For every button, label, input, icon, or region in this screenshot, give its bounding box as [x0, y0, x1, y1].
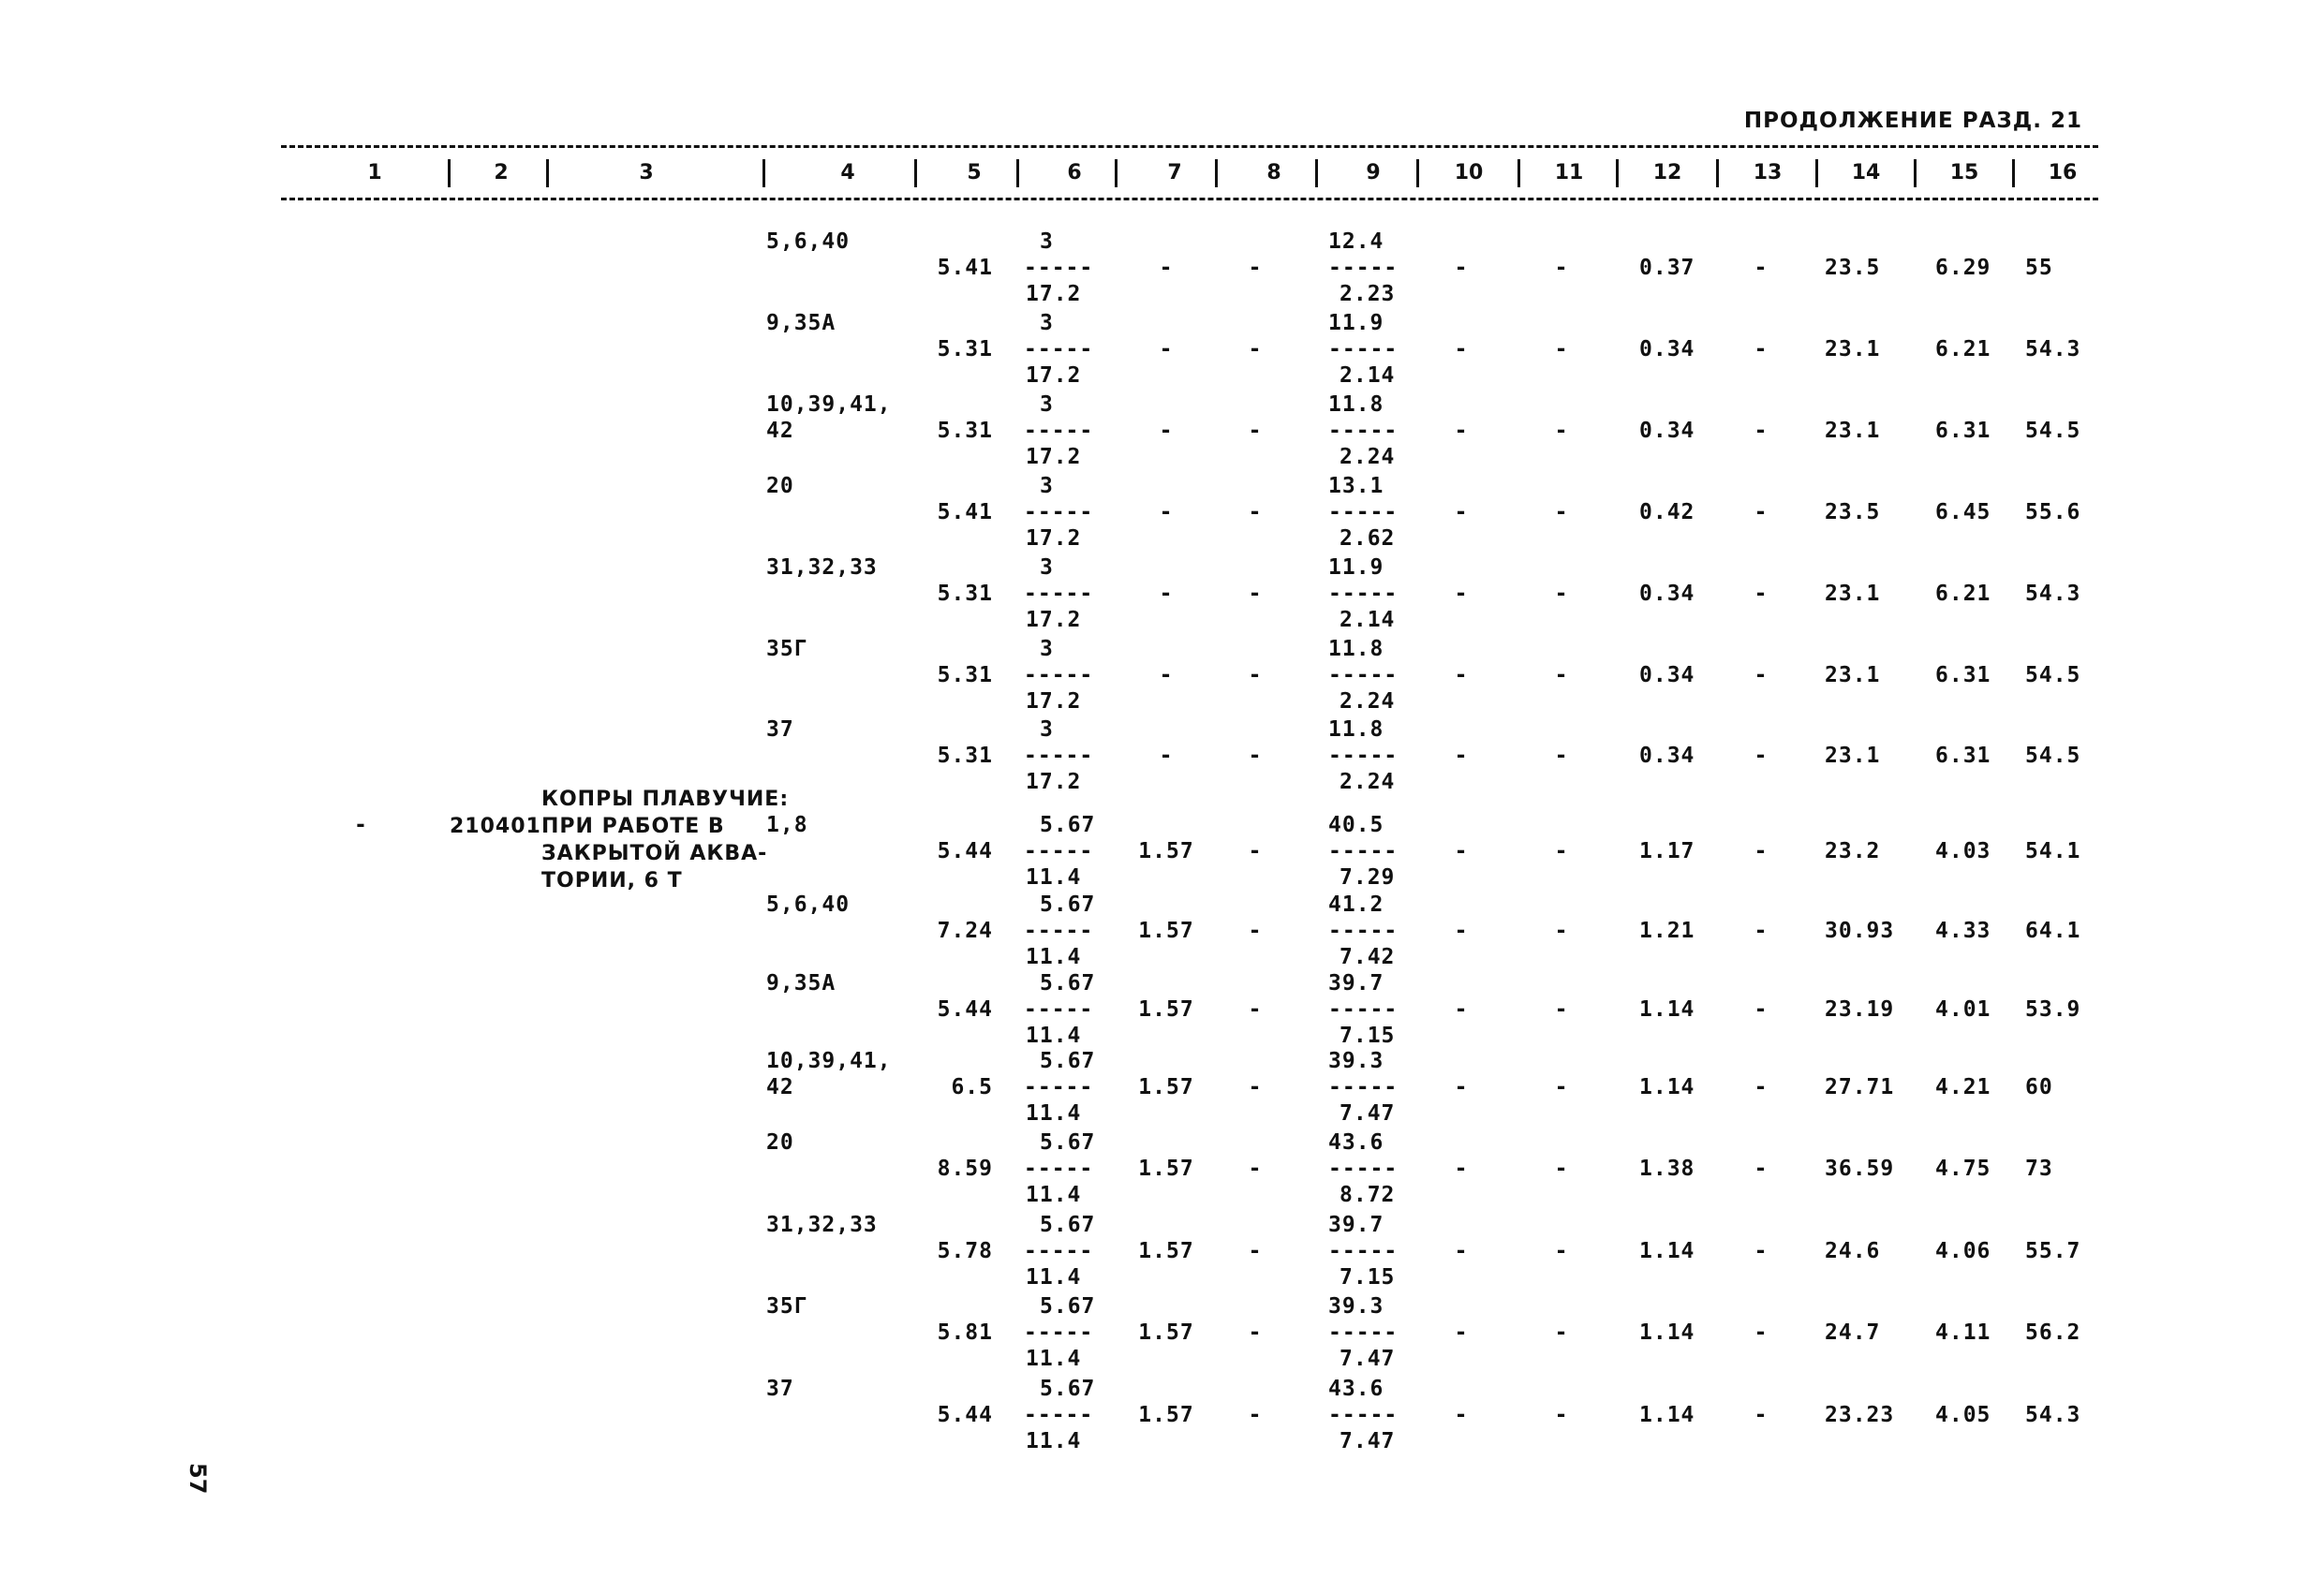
column-header-13: 13	[1753, 161, 1783, 184]
cell-col6-denominator: 11.4	[1026, 1347, 1082, 1371]
cell-col7: -	[1159, 500, 1174, 524]
cell-col13: -	[1754, 582, 1769, 606]
cell-col7: -	[1159, 337, 1174, 361]
cell-col9-denominator: 2.24	[1340, 770, 1396, 794]
desc-line: КОПРЫ ПЛАВУЧИЕ:	[541, 788, 790, 811]
column-separator	[2012, 159, 2015, 187]
cell-col13: -	[1754, 1320, 1769, 1345]
cell-col4: 20	[766, 1130, 794, 1155]
cell-col14: 23.23	[1825, 1403, 1895, 1427]
cell-col5: 6.5	[951, 1075, 993, 1099]
cell-col14: 23.5	[1825, 256, 1881, 280]
cell-col12: 1.14	[1639, 1320, 1695, 1345]
cell-col14: 24.7	[1825, 1320, 1881, 1345]
cell-col11: -	[1554, 919, 1569, 943]
header-bottom-rule	[281, 198, 2098, 200]
fraction-bar: -----	[1328, 997, 1399, 1022]
cell-col7: -	[1159, 663, 1174, 687]
cell-col10: -	[1454, 663, 1469, 687]
column-separator	[1815, 159, 1818, 187]
cell-col12: 1.14	[1639, 997, 1695, 1022]
cell-col9-numerator: 11.9	[1328, 311, 1384, 335]
cell-col6-denominator: 17.2	[1026, 282, 1082, 306]
cell-col13: -	[1754, 1075, 1769, 1099]
page-number: 57	[185, 1463, 211, 1495]
cell-col15: 4.33	[1935, 919, 1991, 943]
cell-col9-numerator: 39.7	[1328, 971, 1384, 996]
cell-col9-numerator: 11.8	[1328, 637, 1384, 661]
cell-col13: -	[1754, 256, 1769, 280]
column-separator	[1716, 159, 1719, 187]
cell-col8: -	[1248, 419, 1263, 443]
cell-col11: -	[1554, 1239, 1569, 1263]
cell-col5: 5.31	[937, 582, 993, 606]
cell-col9-numerator: 39.3	[1328, 1049, 1384, 1073]
column-separator	[1115, 159, 1118, 187]
column-separator	[1517, 159, 1520, 187]
cell-col11: -	[1554, 839, 1569, 863]
cell-col6-denominator: 11.4	[1026, 1024, 1082, 1048]
fraction-bar: -----	[1328, 1239, 1399, 1263]
cell-col12: 0.37	[1639, 256, 1695, 280]
cell-col8: -	[1248, 744, 1263, 768]
cell-col16: 54.3	[2025, 1403, 2081, 1427]
cell-col4: 31,32,33	[766, 555, 878, 580]
cell-col8: -	[1248, 919, 1263, 943]
column-separator	[1416, 159, 1419, 187]
cell-col9-denominator: 7.29	[1340, 865, 1396, 890]
section-heading: ПРОДОЛЖЕНИЕ РАЗД. 21	[1743, 109, 2082, 133]
cell-col8: -	[1248, 997, 1263, 1022]
cell-col6-numerator: 5.67	[1040, 1049, 1096, 1073]
cell-col9-numerator: 39.7	[1328, 1213, 1384, 1237]
fraction-bar: -----	[1024, 997, 1094, 1022]
cell-col5: 5.81	[937, 1320, 993, 1345]
column-header-15: 15	[1949, 161, 1979, 184]
fraction-bar: -----	[1024, 419, 1094, 443]
cell-col6-numerator: 3	[1040, 717, 1054, 742]
cell-col6-numerator: 5.67	[1040, 813, 1096, 837]
cell-col16: 55.6	[2025, 500, 2081, 524]
cell-col9-denominator: 2.14	[1340, 608, 1396, 632]
cell-col10: -	[1454, 919, 1469, 943]
cell-col4: 9,35A	[766, 971, 836, 996]
cell-col9-numerator: 40.5	[1328, 813, 1384, 837]
cell-col15: 4.21	[1935, 1075, 1991, 1099]
cell-col12: 0.34	[1639, 337, 1695, 361]
cell-col9-denominator: 7.15	[1340, 1024, 1396, 1048]
cell-col5: 5.44	[937, 997, 993, 1022]
column-separator	[546, 159, 549, 187]
cell-col14: 23.5	[1825, 500, 1881, 524]
cell-col11: -	[1554, 663, 1569, 687]
cell-col10: -	[1454, 1075, 1469, 1099]
fraction-bar: -----	[1024, 1320, 1094, 1345]
cell-col15: 4.11	[1935, 1320, 1991, 1345]
column-header-5: 5	[967, 161, 982, 184]
cell-col9-denominator: 2.62	[1340, 526, 1396, 551]
cell-col10: -	[1454, 839, 1469, 863]
cell-col9-denominator: 7.42	[1340, 945, 1396, 969]
column-header-1: 1	[367, 161, 382, 184]
cell-col14: 23.1	[1825, 419, 1881, 443]
cell-col5: 8.59	[937, 1157, 993, 1181]
cell-col6-denominator: 11.4	[1026, 945, 1082, 969]
cell-col13: -	[1754, 744, 1769, 768]
desc-line: ЗАКРЫТОЙ АКВА-	[541, 842, 768, 865]
cell-col11: -	[1554, 500, 1569, 524]
fraction-bar: -----	[1328, 1320, 1399, 1345]
cell-col5: 5.31	[937, 337, 993, 361]
cell-col6-denominator: 17.2	[1026, 689, 1082, 714]
cell-col7: -	[1159, 582, 1174, 606]
cell-col7: 1.57	[1138, 839, 1194, 863]
column-header-6: 6	[1067, 161, 1082, 184]
cell-col5: 5.44	[937, 839, 993, 863]
cell-col13: -	[1754, 419, 1769, 443]
column-separator	[1315, 159, 1318, 187]
fraction-bar: -----	[1024, 582, 1094, 606]
cell-col9-denominator: 7.15	[1340, 1265, 1396, 1290]
cell-col15: 4.75	[1935, 1157, 1991, 1181]
cell-col15: 6.21	[1935, 582, 1991, 606]
cell-col15: 4.06	[1935, 1239, 1991, 1263]
column-separator	[1215, 159, 1218, 187]
cell-col9-numerator: 11.9	[1328, 555, 1384, 580]
cell-col6-numerator: 5.67	[1040, 1130, 1096, 1155]
cell-col8: -	[1248, 582, 1263, 606]
fraction-bar: -----	[1024, 500, 1094, 524]
cell-col6-denominator: 11.4	[1026, 1429, 1082, 1453]
fraction-bar: -----	[1328, 919, 1399, 943]
fraction-bar: -----	[1328, 419, 1399, 443]
cell-col8: -	[1248, 337, 1263, 361]
cell-col8: -	[1248, 1075, 1263, 1099]
cell-col12: 1.21	[1639, 919, 1695, 943]
cell-col7: 1.57	[1138, 1403, 1194, 1427]
cell-col7: 1.57	[1138, 919, 1194, 943]
fraction-bar: -----	[1024, 1239, 1094, 1263]
column-separator	[448, 159, 451, 187]
column-header-2: 2	[494, 161, 509, 184]
column-separator	[1016, 159, 1019, 187]
cell-col12: 1.14	[1639, 1239, 1695, 1263]
cell-col12: 0.34	[1639, 744, 1695, 768]
cell-col6-numerator: 3	[1040, 311, 1054, 335]
fraction-bar: -----	[1024, 1075, 1094, 1099]
cell-col6-denominator: 17.2	[1026, 445, 1082, 469]
top-rule	[281, 145, 2098, 148]
cell-col9-denominator: 2.23	[1340, 282, 1396, 306]
cell-col9-denominator: 8.72	[1340, 1183, 1396, 1207]
cell-col13: -	[1754, 919, 1769, 943]
cell-col8: -	[1248, 1239, 1263, 1263]
cell-col14: 27.71	[1825, 1075, 1895, 1099]
cell-col12: 0.34	[1639, 663, 1695, 687]
column-header-10: 10	[1454, 161, 1484, 184]
cell-col9-numerator: 13.1	[1328, 474, 1384, 498]
cell-col16: 56.2	[2025, 1320, 2081, 1345]
cell-col16: 54.5	[2025, 419, 2081, 443]
cell-col10: -	[1454, 1239, 1469, 1263]
cell-col7: -	[1159, 744, 1174, 768]
cell-col8: -	[1248, 500, 1263, 524]
cell-col6-denominator: 11.4	[1026, 1101, 1082, 1126]
cell-col15: 4.05	[1935, 1403, 1991, 1427]
cell-col6-numerator: 3	[1040, 474, 1054, 498]
fraction-bar: -----	[1024, 919, 1094, 943]
cell-col4: 31,32,33	[766, 1213, 878, 1237]
cell-col6-numerator: 5.67	[1040, 1377, 1096, 1401]
cell-col16: 54.1	[2025, 839, 2081, 863]
cell-col12: 1.17	[1639, 839, 1695, 863]
cell-col6-denominator: 17.2	[1026, 526, 1082, 551]
cell-col5: 5.44	[937, 1403, 993, 1427]
fraction-bar: -----	[1024, 663, 1094, 687]
column-header-9: 9	[1366, 161, 1381, 184]
column-separator	[1616, 159, 1619, 187]
cell-col6-denominator: 17.2	[1026, 770, 1082, 794]
cell-col12: 1.38	[1639, 1157, 1695, 1181]
cell-col8: -	[1248, 256, 1263, 280]
cell-col11: -	[1554, 337, 1569, 361]
cell-col14: 24.6	[1825, 1239, 1881, 1263]
fraction-bar: -----	[1024, 744, 1094, 768]
cell-col8: -	[1248, 839, 1263, 863]
column-separator	[762, 159, 765, 187]
column-header-14: 14	[1851, 161, 1881, 184]
cell-col10: -	[1454, 256, 1469, 280]
cell-col15: 4.03	[1935, 839, 1991, 863]
cell-col6-denominator: 11.4	[1026, 865, 1082, 890]
cell-col11: -	[1554, 997, 1569, 1022]
column-header-8: 8	[1266, 161, 1281, 184]
cell-col11: -	[1554, 256, 1569, 280]
fraction-bar: -----	[1328, 663, 1399, 687]
cell-col7: -	[1159, 256, 1174, 280]
cell-col9-numerator: 39.3	[1328, 1294, 1384, 1319]
cell-col7: 1.57	[1138, 1075, 1194, 1099]
cell-col8: -	[1248, 663, 1263, 687]
cell-col10: -	[1454, 337, 1469, 361]
cell-col6-numerator: 3	[1040, 555, 1054, 580]
cell-col4: 10,39,41,	[766, 392, 892, 417]
column-separator	[1914, 159, 1917, 187]
cell-col16: 54.5	[2025, 663, 2081, 687]
cell-col15: 6.45	[1935, 500, 1991, 524]
cell-col6-numerator: 5.67	[1040, 1294, 1096, 1319]
fraction-bar: -----	[1024, 1403, 1094, 1427]
cell-col4-cont: 42	[766, 1075, 794, 1099]
cell-col9-denominator: 7.47	[1340, 1101, 1396, 1126]
fraction-bar: -----	[1328, 744, 1399, 768]
cell-col11: -	[1554, 1075, 1569, 1099]
cell-col6-numerator: 5.67	[1040, 1213, 1096, 1237]
cell-col5: 5.78	[937, 1239, 993, 1263]
cell-col6-denominator: 11.4	[1026, 1183, 1082, 1207]
cell-col6-denominator: 17.2	[1026, 608, 1082, 632]
cell-col7: 1.57	[1138, 1157, 1194, 1181]
cell-col4: 20	[766, 474, 794, 498]
block2-col1: -	[354, 813, 368, 837]
cell-col4: 10,39,41,	[766, 1049, 892, 1073]
cell-col13: -	[1754, 1157, 1769, 1181]
column-header-7: 7	[1167, 161, 1182, 184]
cell-col9-numerator: 41.2	[1328, 892, 1384, 917]
cell-col16: 64.1	[2025, 919, 2081, 943]
cell-col6-denominator: 17.2	[1026, 363, 1082, 388]
fraction-bar: -----	[1024, 1157, 1094, 1181]
cell-col10: -	[1454, 1320, 1469, 1345]
cell-col6-numerator: 5.67	[1040, 892, 1096, 917]
cell-col15: 6.21	[1935, 337, 1991, 361]
cell-col13: -	[1754, 1239, 1769, 1263]
cell-col7: 1.57	[1138, 1239, 1194, 1263]
cell-col15: 6.31	[1935, 744, 1991, 768]
column-header-4: 4	[840, 161, 855, 184]
cell-col12: 0.42	[1639, 500, 1695, 524]
cell-col14: 36.59	[1825, 1157, 1895, 1181]
cell-col14: 30.93	[1825, 919, 1895, 943]
cell-col16: 54.3	[2025, 582, 2081, 606]
cell-col11: -	[1554, 1157, 1569, 1181]
cell-col11: -	[1554, 419, 1569, 443]
cell-col4: 35Г	[766, 637, 808, 661]
cell-col16: 55	[2025, 256, 2053, 280]
cell-col5: 5.31	[937, 744, 993, 768]
cell-col8: -	[1248, 1157, 1263, 1181]
column-header-16: 16	[2048, 161, 2078, 184]
cell-col9-denominator: 2.24	[1340, 445, 1396, 469]
desc-line: ТОРИИ, 6 Т	[541, 869, 683, 892]
cell-col16: 54.3	[2025, 337, 2081, 361]
cell-col7: 1.57	[1138, 997, 1194, 1022]
column-header-3: 3	[639, 161, 654, 184]
cell-col4: 9,35A	[766, 311, 836, 335]
cell-col8: -	[1248, 1320, 1263, 1345]
cell-col11: -	[1554, 744, 1569, 768]
fraction-bar: -----	[1024, 337, 1094, 361]
cell-col16: 54.5	[2025, 744, 2081, 768]
cell-col5: 7.24	[937, 919, 993, 943]
cell-col13: -	[1754, 663, 1769, 687]
cell-col16: 55.7	[2025, 1239, 2081, 1263]
cell-col5: 5.41	[937, 500, 993, 524]
cell-col4: 5,6,40	[766, 892, 851, 917]
cell-col13: -	[1754, 500, 1769, 524]
cell-col16: 53.9	[2025, 997, 2081, 1022]
fraction-bar: -----	[1328, 1075, 1399, 1099]
cell-col5: 5.41	[937, 256, 993, 280]
cell-col16: 73	[2025, 1157, 2053, 1181]
cell-col9-numerator: 43.6	[1328, 1377, 1384, 1401]
cell-col4: 5,6,40	[766, 229, 851, 254]
cell-col10: -	[1454, 1157, 1469, 1181]
column-header-11: 11	[1554, 161, 1584, 184]
column-header-12: 12	[1652, 161, 1682, 184]
cell-col9-numerator: 12.4	[1328, 229, 1384, 254]
cell-col14: 23.1	[1825, 337, 1881, 361]
cell-col11: -	[1554, 1320, 1569, 1345]
cell-col13: -	[1754, 337, 1769, 361]
cell-col7: -	[1159, 419, 1174, 443]
fraction-bar: -----	[1328, 1157, 1399, 1181]
cell-col13: -	[1754, 1403, 1769, 1427]
cell-col14: 23.2	[1825, 839, 1881, 863]
cell-col10: -	[1454, 582, 1469, 606]
cell-col12: 1.14	[1639, 1075, 1695, 1099]
fraction-bar: -----	[1024, 839, 1094, 863]
cell-col15: 6.29	[1935, 256, 1991, 280]
block2-code: 210401	[450, 815, 541, 838]
cell-col5: 5.31	[937, 663, 993, 687]
cell-col10: -	[1454, 419, 1469, 443]
cell-col13: -	[1754, 997, 1769, 1022]
cell-col4-cont: 42	[766, 419, 794, 443]
cell-col4: 37	[766, 717, 794, 742]
cell-col15: 6.31	[1935, 663, 1991, 687]
cell-col8: -	[1248, 1403, 1263, 1427]
cell-col6-numerator: 3	[1040, 392, 1054, 417]
cell-col10: -	[1454, 1403, 1469, 1427]
cell-col14: 23.19	[1825, 997, 1895, 1022]
desc-line: ПРИ РАБОТЕ В	[541, 815, 725, 838]
cell-col9-denominator: 2.14	[1340, 363, 1396, 388]
cell-col4: 37	[766, 1377, 794, 1401]
cell-col12: 0.34	[1639, 419, 1695, 443]
cell-col13: -	[1754, 839, 1769, 863]
fraction-bar: -----	[1328, 500, 1399, 524]
cell-col4: 35Г	[766, 1294, 808, 1319]
cell-col5: 5.31	[937, 419, 993, 443]
cell-col16: 60	[2025, 1075, 2053, 1099]
cell-col12: 1.14	[1639, 1403, 1695, 1427]
cell-col9-numerator: 11.8	[1328, 392, 1384, 417]
cell-col6-numerator: 3	[1040, 637, 1054, 661]
cell-col15: 4.01	[1935, 997, 1991, 1022]
fraction-bar: -----	[1024, 256, 1094, 280]
cell-col6-denominator: 11.4	[1026, 1265, 1082, 1290]
cell-col9-denominator: 2.24	[1340, 689, 1396, 714]
cell-col10: -	[1454, 997, 1469, 1022]
cell-col9-denominator: 7.47	[1340, 1429, 1396, 1453]
cell-col12: 0.34	[1639, 582, 1695, 606]
cell-col9-numerator: 11.8	[1328, 717, 1384, 742]
cell-col6-numerator: 3	[1040, 229, 1054, 254]
cell-col9-denominator: 7.47	[1340, 1347, 1396, 1371]
fraction-bar: -----	[1328, 839, 1399, 863]
cell-col4: 1,8	[766, 813, 808, 837]
cell-col6-numerator: 5.67	[1040, 971, 1096, 996]
cell-col11: -	[1554, 582, 1569, 606]
cell-col14: 23.1	[1825, 663, 1881, 687]
cell-col14: 23.1	[1825, 582, 1881, 606]
cell-col9-numerator: 43.6	[1328, 1130, 1384, 1155]
fraction-bar: -----	[1328, 1403, 1399, 1427]
cell-col11: -	[1554, 1403, 1569, 1427]
fraction-bar: -----	[1328, 337, 1399, 361]
fraction-bar: -----	[1328, 256, 1399, 280]
column-separator	[914, 159, 917, 187]
cell-col10: -	[1454, 744, 1469, 768]
cell-col7: 1.57	[1138, 1320, 1194, 1345]
cell-col10: -	[1454, 500, 1469, 524]
cell-col14: 23.1	[1825, 744, 1881, 768]
cell-col15: 6.31	[1935, 419, 1991, 443]
fraction-bar: -----	[1328, 582, 1399, 606]
